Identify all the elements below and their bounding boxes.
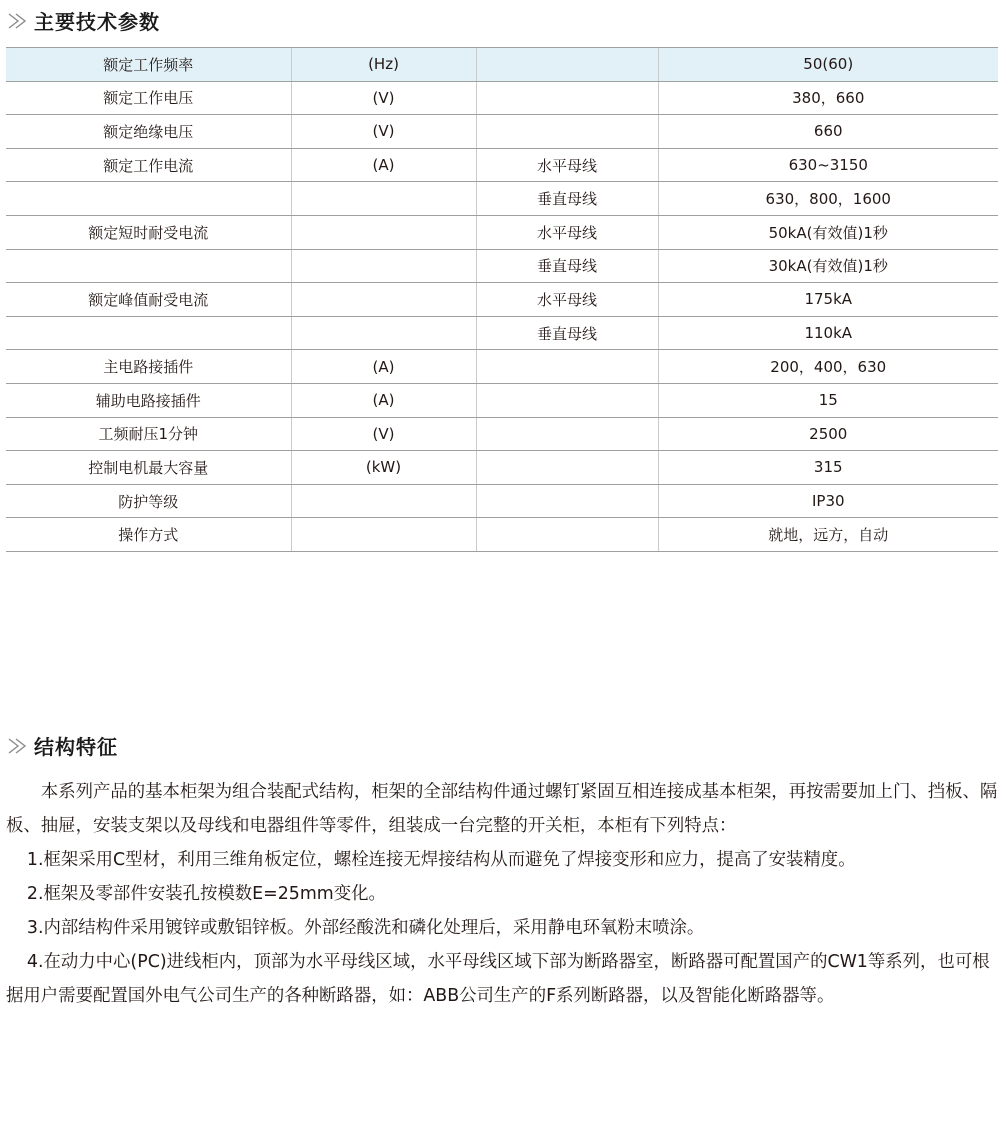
table-row [6, 417, 998, 451]
param-name-cell: 额定短时耐受电流 [6, 215, 291, 249]
double-chevron-right-icon [6, 11, 30, 31]
table-row [6, 182, 998, 216]
table-row [6, 81, 998, 115]
value-cell: 就地，远方，自动 [658, 518, 998, 552]
double-chevron-right-icon [6, 736, 30, 756]
busbar-cell: 水平母线 [476, 148, 658, 182]
feature-item: 2.框架及零部件安装孔按模数E=25mm变化。 [26, 884, 386, 904]
table-row [6, 249, 998, 283]
param-name-cell: 额定工作电压 [6, 81, 291, 115]
busbar-cell [476, 115, 658, 149]
table-row [6, 115, 998, 149]
value-cell: 110kA [658, 316, 998, 350]
param-name-cell: 主电路接插件 [6, 350, 291, 384]
busbar-cell [476, 484, 658, 518]
unit-cell [291, 182, 476, 216]
param-name-cell: 额定绝缘电压 [6, 115, 291, 149]
section-title-text: 结构特征 [34, 735, 118, 759]
section-title-specs [6, 6, 160, 35]
feature-item: 1.框架采用C型材，利用三维角板定位，螺栓连接无焊接结构从而避免了焊接变形和应力，提高了安装精度。 [26, 850, 856, 870]
unit-cell [291, 283, 476, 317]
section-title-structure [6, 731, 118, 760]
param-name-cell: 控制电机最大容量 [6, 451, 291, 485]
unit-cell: (A) [291, 148, 476, 182]
table-row [6, 518, 998, 552]
value-cell: 50kA(有效值)1秒 [658, 215, 998, 249]
value-cell: 30kA(有效值)1秒 [658, 249, 998, 283]
table-row [6, 383, 998, 417]
unit-cell: (A) [291, 350, 476, 384]
unit-cell [291, 316, 476, 350]
param-name-cell: 额定工作电流 [6, 148, 291, 182]
value-cell: 15 [658, 383, 998, 417]
param-name-cell: 防护等级 [6, 484, 291, 518]
param-name-cell [6, 316, 291, 350]
value-cell: IP30 [658, 484, 998, 518]
busbar-cell [476, 383, 658, 417]
unit-cell: (V) [291, 115, 476, 149]
busbar-cell [476, 48, 658, 82]
section-title-text: 主要技术参数 [34, 10, 160, 34]
value-cell: 315 [658, 451, 998, 485]
structure-description [6, 775, 998, 1013]
value-cell: 200，400，630 [658, 350, 998, 384]
table-row [6, 451, 998, 485]
value-cell: 2500 [658, 417, 998, 451]
busbar-cell: 垂直母线 [476, 249, 658, 283]
feature-item: 4.在动力中心(PC)进线柜内，顶部为水平母线区域，水平母线区域下部为断路器室，断路器可配置国产的CW1等系列，也可根据用户需要配置国外电气公司生产的各种断路器，如：ABB公司生产的F系列断路器，以及智能化断路器等。 [6, 952, 990, 1006]
unit-cell [291, 518, 476, 552]
table-row [6, 350, 998, 384]
busbar-cell [476, 417, 658, 451]
unit-cell [291, 249, 476, 283]
value-cell: 660 [658, 115, 998, 149]
table-row [6, 48, 998, 82]
busbar-cell: 垂直母线 [476, 316, 658, 350]
busbar-cell [476, 350, 658, 384]
busbar-cell: 垂直母线 [476, 182, 658, 216]
feature-item: 3.内部结构件采用镀锌或敷铝锌板。外部经酸洗和磷化处理后，采用静电环氧粉末喷涂。 [26, 918, 705, 938]
structure-intro: 本系列产品的基本柜架为组合装配式结构，柜架的全部结构件通过螺钉紧固互相连接成基本柜架，再按需要加上门、挡板、隔板、抽屉，安装支架以及母线和电器组件等零件，组装成一台完整的开关柜，本柜有下列特点： [6, 782, 998, 836]
param-name-cell: 辅助电路接插件 [6, 383, 291, 417]
spec-table [6, 47, 998, 552]
unit-cell [291, 484, 476, 518]
value-cell: 380，660 [658, 81, 998, 115]
busbar-cell [476, 81, 658, 115]
unit-cell: (kW) [291, 451, 476, 485]
param-name-cell: 工频耐压1分钟 [6, 417, 291, 451]
value-cell: 50(60) [658, 48, 998, 82]
unit-cell: (A) [291, 383, 476, 417]
value-cell: 630~3150 [658, 148, 998, 182]
table-row [6, 316, 998, 350]
busbar-cell: 水平母线 [476, 215, 658, 249]
param-name-cell: 额定工作频率 [6, 48, 291, 82]
param-name-cell: 额定峰值耐受电流 [6, 283, 291, 317]
table-row [6, 484, 998, 518]
unit-cell [291, 215, 476, 249]
param-name-cell: 操作方式 [6, 518, 291, 552]
value-cell: 175kA [658, 283, 998, 317]
param-name-cell [6, 249, 291, 283]
table-row [6, 148, 998, 182]
unit-cell: (Hz) [291, 48, 476, 82]
unit-cell: (V) [291, 81, 476, 115]
value-cell: 630，800，1600 [658, 182, 998, 216]
param-name-cell [6, 182, 291, 216]
unit-cell: (V) [291, 417, 476, 451]
busbar-cell [476, 451, 658, 485]
table-row [6, 283, 998, 317]
busbar-cell: 水平母线 [476, 283, 658, 317]
table-row [6, 215, 998, 249]
busbar-cell [476, 518, 658, 552]
